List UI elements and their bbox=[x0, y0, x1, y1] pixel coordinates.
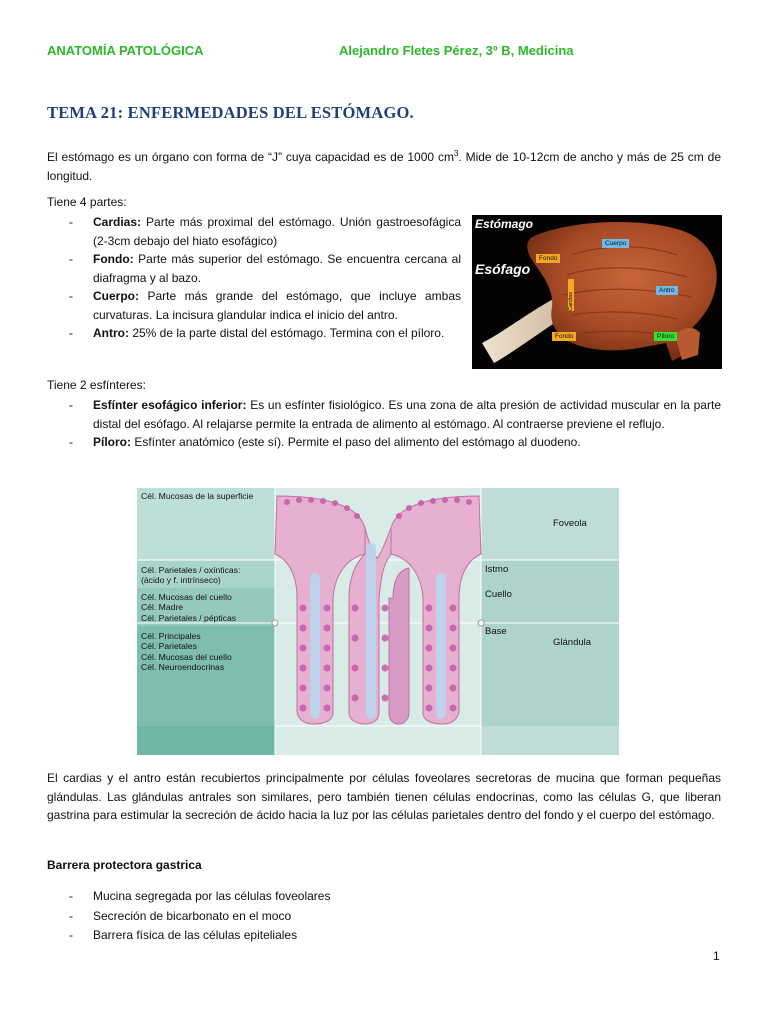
stomach-illustration bbox=[472, 215, 722, 369]
sphincters-heading: Tiene 2 esfínteres: bbox=[47, 378, 146, 392]
barrier-list bbox=[47, 887, 721, 946]
label-line: (ácido y f. intrínseco) bbox=[141, 575, 221, 586]
list-item: - Esfínter esofágico inferior: Es un esfínter fisiológico. Es una zona de alta presión de actividad muscular en la parte distal del esófago. Al relajarse permite la entrada de alimento al estómago. Al contraerse previene el reflujo. bbox=[69, 398, 721, 431]
header-subject: ANATOMÍA PATOLÓGICA bbox=[47, 43, 204, 58]
item-text: Parte más superior del estómago. Se encuentra cercana al diafragma y al bazo. bbox=[93, 252, 461, 285]
intro-paragraph bbox=[47, 145, 721, 185]
list-item: - Píloro: Esfínter anatómico (este sí). Permite el paso del alimento del estómago al duodeno. bbox=[69, 435, 581, 449]
sphincters-list bbox=[47, 396, 721, 452]
label-group-surface bbox=[141, 491, 253, 501]
list-item: - Mucina segregada por las células foveolares bbox=[69, 889, 331, 903]
label-line: Cél. Madre bbox=[141, 602, 184, 613]
body-paragraph-2: El cardias y el antro están recubiertos principalmente por células foveolares secretoras de mucina que forman pequeñas glándulas. Las glándulas antrales son similares, pero también tienen células endocrinas, como las células G, que liberan gastrina para estimular la secreción de ácido hacia la luz por las células parietales dentro del fondo y el cuerpo del estómago. bbox=[47, 771, 721, 822]
tag-cuerpo: Cuerpo bbox=[602, 239, 629, 248]
label-base: Base bbox=[485, 626, 507, 637]
item-text: Es un esfínter fisiológico. Es una zona de alta presión de actividad muscular en la parte distal del esófago. Al relajarse permite la entrada de alimento al estómago. Al contraerse previene el reflujo. bbox=[93, 398, 721, 431]
item-text: Parte más grande del estómago, que incluye ambas curvaturas. La incisura glandular indica el inicio del antro. bbox=[93, 289, 461, 322]
intro-text-b: . Mide de 10-12cm de ancho y más de 25 cm de longitud. bbox=[47, 150, 722, 183]
stomach-photo bbox=[472, 215, 722, 369]
label-line: Cél. Parietales / pépticas bbox=[141, 612, 237, 623]
list-item: - Barrera física de las células epiteliales bbox=[69, 928, 298, 942]
label-group-parietal bbox=[141, 565, 240, 586]
list-item: - Antro: 25% de la parte distal del estómago. Termina con el píloro. bbox=[69, 326, 445, 340]
label-line: Cél. Mucosas del cuello bbox=[141, 651, 232, 662]
list-item: - Secreción de bicarbonato en el moco bbox=[69, 908, 292, 923]
label-line: Cél. Mucosas del cuello bbox=[141, 592, 232, 602]
item-text: Barrera física de las células epiteliales bbox=[93, 928, 298, 942]
item-text: Mucina segregada por las células foveolares bbox=[93, 889, 331, 903]
tag-piloro: Píloro bbox=[654, 332, 677, 341]
label-line: Cél. Neuroendocrinas bbox=[141, 662, 225, 673]
page-title: TEMA 21: ENFERMEDADES DEL ESTÓMAGO. bbox=[47, 103, 414, 122]
item-text: Esfínter anatómico (este sí). Permite el paso del alimento del estómago al duodeno. bbox=[131, 435, 581, 449]
label-line: Cél. Mucosas de la superficie bbox=[141, 491, 254, 501]
parts-list bbox=[47, 213, 461, 343]
item-term: Píloro: bbox=[93, 435, 131, 449]
intro-sup: 3 bbox=[453, 149, 459, 158]
item-text: Secreción de bicarbonato en el moco bbox=[93, 908, 292, 923]
list-item: - Fondo: Parte más superior del estómago. Se encuentra cercana al diafragma y al bazo. bbox=[69, 252, 461, 285]
label-glandula: Glándula bbox=[553, 637, 592, 648]
list-item: - Cuerpo: Parte más grande del estómago, que incluye ambas curvaturas. La incisura glandular indica el inicio del antro. bbox=[69, 289, 461, 322]
tag-cardias: Cardias bbox=[568, 279, 574, 311]
tag-fondo-top: Fondo bbox=[536, 254, 560, 263]
label-line: Cél. Parietales bbox=[141, 641, 197, 652]
label-group-base bbox=[141, 631, 232, 673]
label-line: Cél. Principales bbox=[141, 631, 201, 641]
label-istmo: Istmo bbox=[485, 564, 509, 575]
tag-antro: Antro bbox=[656, 286, 678, 295]
tag-fondo-bottom: Fondo bbox=[552, 332, 576, 341]
label-line: Cél. Parietales / oxínticas: bbox=[141, 565, 241, 575]
item-term: Fondo: bbox=[93, 252, 134, 266]
header-author: Alejandro Fletes Pérez, 3º B, Medicina bbox=[339, 43, 574, 58]
intro-text-a: El estómago es un órgano con forma de “J” cuya capacidad es de 1000 cm bbox=[47, 150, 454, 164]
item-term: Antro: bbox=[93, 326, 129, 340]
list-item: - Cardias: Parte más proximal del estómago. Unión gastroesofágica (2-3cm debajo del hiato esofágico) bbox=[69, 215, 461, 248]
barrier-heading: Barrera protectora gastrica bbox=[47, 858, 202, 872]
item-term: Cuerpo: bbox=[93, 289, 139, 303]
item-term: Esfínter esofágico inferior: bbox=[93, 398, 247, 412]
label-foveola: Foveola bbox=[553, 518, 587, 529]
label-cuello: Cuello bbox=[485, 589, 512, 600]
gastric-gland-diagram bbox=[137, 488, 619, 755]
item-text: 25% de la parte distal del estómago. Termina con el píloro. bbox=[129, 326, 445, 340]
estomago-label: Estómago bbox=[475, 217, 534, 231]
item-term: Cardias: bbox=[93, 215, 142, 229]
label-group-neck bbox=[141, 592, 236, 623]
item-text: Parte más proximal del estómago. Unión gastroesofágica (2-3cm debajo del hiato esofágico) bbox=[93, 215, 461, 248]
page-number: 1 bbox=[713, 949, 720, 963]
esofago-label: Esófago bbox=[475, 261, 531, 277]
parts-heading: Tiene 4 partes: bbox=[47, 195, 127, 209]
